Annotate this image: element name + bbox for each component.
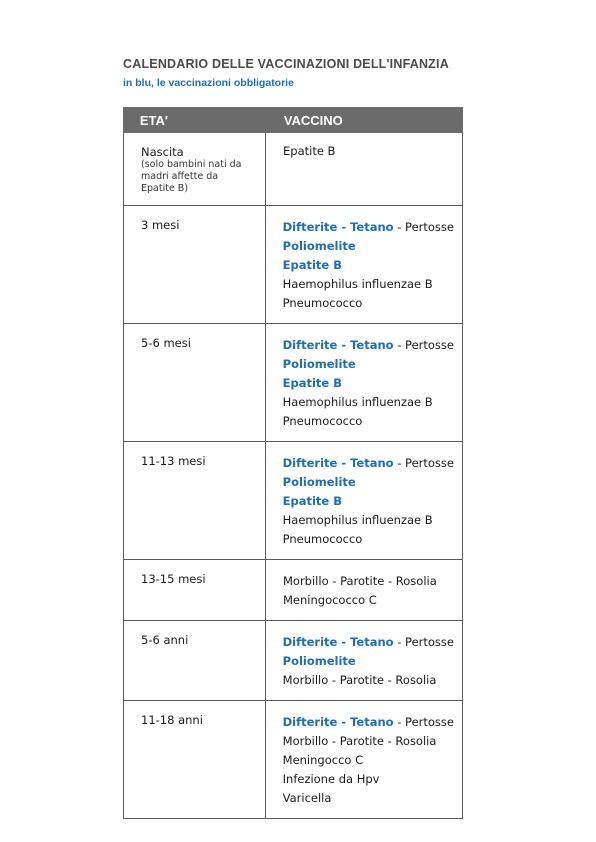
age-label: 5-6 anni bbox=[141, 633, 189, 647]
vaccine-name: Morbillo - Parotite - Rosolia bbox=[282, 673, 437, 687]
vaccine-cell bbox=[266, 621, 462, 700]
table-row bbox=[124, 700, 462, 818]
vaccine-name: - Pertosse bbox=[393, 635, 454, 649]
age-label: 13-15 mesi bbox=[141, 572, 206, 586]
age-cell bbox=[124, 206, 266, 323]
vaccine-line bbox=[283, 374, 454, 393]
mandatory-vaccine: Epatite B bbox=[282, 376, 342, 390]
vaccine-name: Morbillo - Parotite - Rosolia bbox=[283, 574, 437, 588]
page-title: CALENDARIO DELLE VACCINAZIONI DELL'INFANZIA bbox=[123, 57, 449, 71]
vaccine-name: Haemophilus influenzae B bbox=[282, 277, 433, 291]
vaccine-cell bbox=[266, 133, 462, 205]
column-header-age: ETA' bbox=[139, 112, 168, 128]
age-label: Nascita bbox=[141, 145, 184, 159]
vaccine-line bbox=[283, 218, 454, 237]
column-header-vaccine: VACCINO bbox=[283, 112, 343, 128]
vaccine-cell bbox=[266, 206, 462, 323]
mandatory-vaccine: Difterite - Tetano bbox=[282, 220, 394, 234]
vaccine-line bbox=[283, 454, 454, 473]
table-row bbox=[124, 559, 462, 620]
vaccine-line bbox=[283, 256, 454, 275]
mandatory-vaccine: Poliomelite bbox=[282, 239, 356, 253]
mandatory-vaccine: Epatite B bbox=[282, 258, 342, 272]
vaccine-name: Pneumococco bbox=[282, 296, 363, 310]
vaccine-line bbox=[283, 492, 454, 511]
table-row bbox=[124, 323, 462, 441]
vaccine-line bbox=[283, 294, 454, 313]
age-label: 3 mesi bbox=[141, 218, 180, 232]
age-cell bbox=[124, 442, 266, 559]
vaccine-name: Epatite B bbox=[283, 144, 336, 158]
table-row bbox=[124, 441, 462, 559]
vaccine-line bbox=[283, 237, 454, 256]
age-cell bbox=[124, 324, 266, 441]
vaccine-line bbox=[283, 652, 454, 671]
vaccine-name: Infezione da Hpv bbox=[282, 772, 380, 786]
vaccine-name: Pneumococco bbox=[282, 532, 363, 546]
vaccine-line bbox=[283, 393, 454, 412]
mandatory-vaccine: Difterite - Tetano bbox=[282, 338, 394, 352]
vaccine-name: - Pertosse bbox=[393, 220, 454, 234]
table-row bbox=[124, 620, 462, 700]
vaccine-line bbox=[283, 275, 454, 294]
table-header bbox=[123, 107, 463, 133]
vaccine-line bbox=[283, 713, 454, 732]
vaccine-line bbox=[283, 633, 454, 652]
vaccine-line bbox=[283, 530, 454, 549]
vaccine-line bbox=[283, 572, 454, 591]
vaccine-name: Varicella bbox=[282, 791, 332, 805]
vaccine-name: Haemophilus influenzae B bbox=[282, 513, 433, 527]
mandatory-vaccine: Difterite - Tetano bbox=[282, 635, 394, 649]
vaccine-line bbox=[283, 412, 454, 431]
vaccine-name: Meningococco C bbox=[283, 593, 377, 607]
vaccine-line bbox=[283, 671, 454, 690]
vaccine-name: Haemophilus influenzae B bbox=[282, 395, 433, 409]
mandatory-vaccine: Epatite B bbox=[282, 494, 342, 508]
age-cell bbox=[124, 133, 266, 205]
vaccine-cell bbox=[266, 442, 462, 559]
age-cell bbox=[124, 701, 266, 818]
age-label: 11-13 mesi bbox=[141, 454, 206, 468]
mandatory-vaccine: Difterite - Tetano bbox=[282, 715, 394, 729]
vaccine-line bbox=[283, 473, 454, 492]
vaccine-cell bbox=[266, 324, 462, 441]
vaccine-line bbox=[283, 336, 454, 355]
vaccine-line bbox=[283, 355, 454, 374]
vaccine-line bbox=[283, 789, 454, 808]
vaccine-name: - Pertosse bbox=[393, 338, 454, 352]
vaccine-name: - Pertosse bbox=[393, 715, 454, 729]
vaccine-name: - Pertosse bbox=[393, 456, 454, 470]
vaccine-name: Meningocco C bbox=[282, 753, 364, 767]
table-row bbox=[124, 205, 462, 323]
table-row bbox=[124, 133, 462, 205]
age-label: 5-6 mesi bbox=[141, 336, 191, 350]
vaccine-line bbox=[283, 732, 454, 751]
table-body bbox=[124, 133, 462, 818]
mandatory-vaccine: Poliomelite bbox=[282, 475, 356, 489]
mandatory-vaccine: Difterite - Tetano bbox=[282, 456, 394, 470]
vaccine-cell bbox=[266, 701, 462, 818]
vaccine-cell bbox=[266, 560, 462, 620]
vaccine-line bbox=[283, 591, 454, 610]
vaccine-line bbox=[283, 142, 454, 161]
vaccination-table bbox=[123, 107, 463, 819]
vaccine-name: Pneumococco bbox=[282, 414, 363, 428]
age-label: 11-18 anni bbox=[141, 713, 203, 727]
mandatory-vaccine: Poliomelite bbox=[282, 357, 356, 371]
vaccine-line bbox=[283, 511, 454, 530]
age-note: (solo bambini nati da madri affette da Epatite B) bbox=[141, 159, 242, 194]
vaccine-line bbox=[283, 770, 454, 789]
vaccine-line bbox=[283, 751, 454, 770]
age-cell bbox=[124, 560, 266, 620]
page-subtitle: in blu, le vaccinazioni obbligatorie bbox=[123, 77, 294, 89]
mandatory-vaccine: Poliomelite bbox=[282, 654, 356, 668]
age-cell bbox=[124, 621, 266, 700]
vaccine-name: Morbillo - Parotite - Rosolia bbox=[282, 734, 437, 748]
